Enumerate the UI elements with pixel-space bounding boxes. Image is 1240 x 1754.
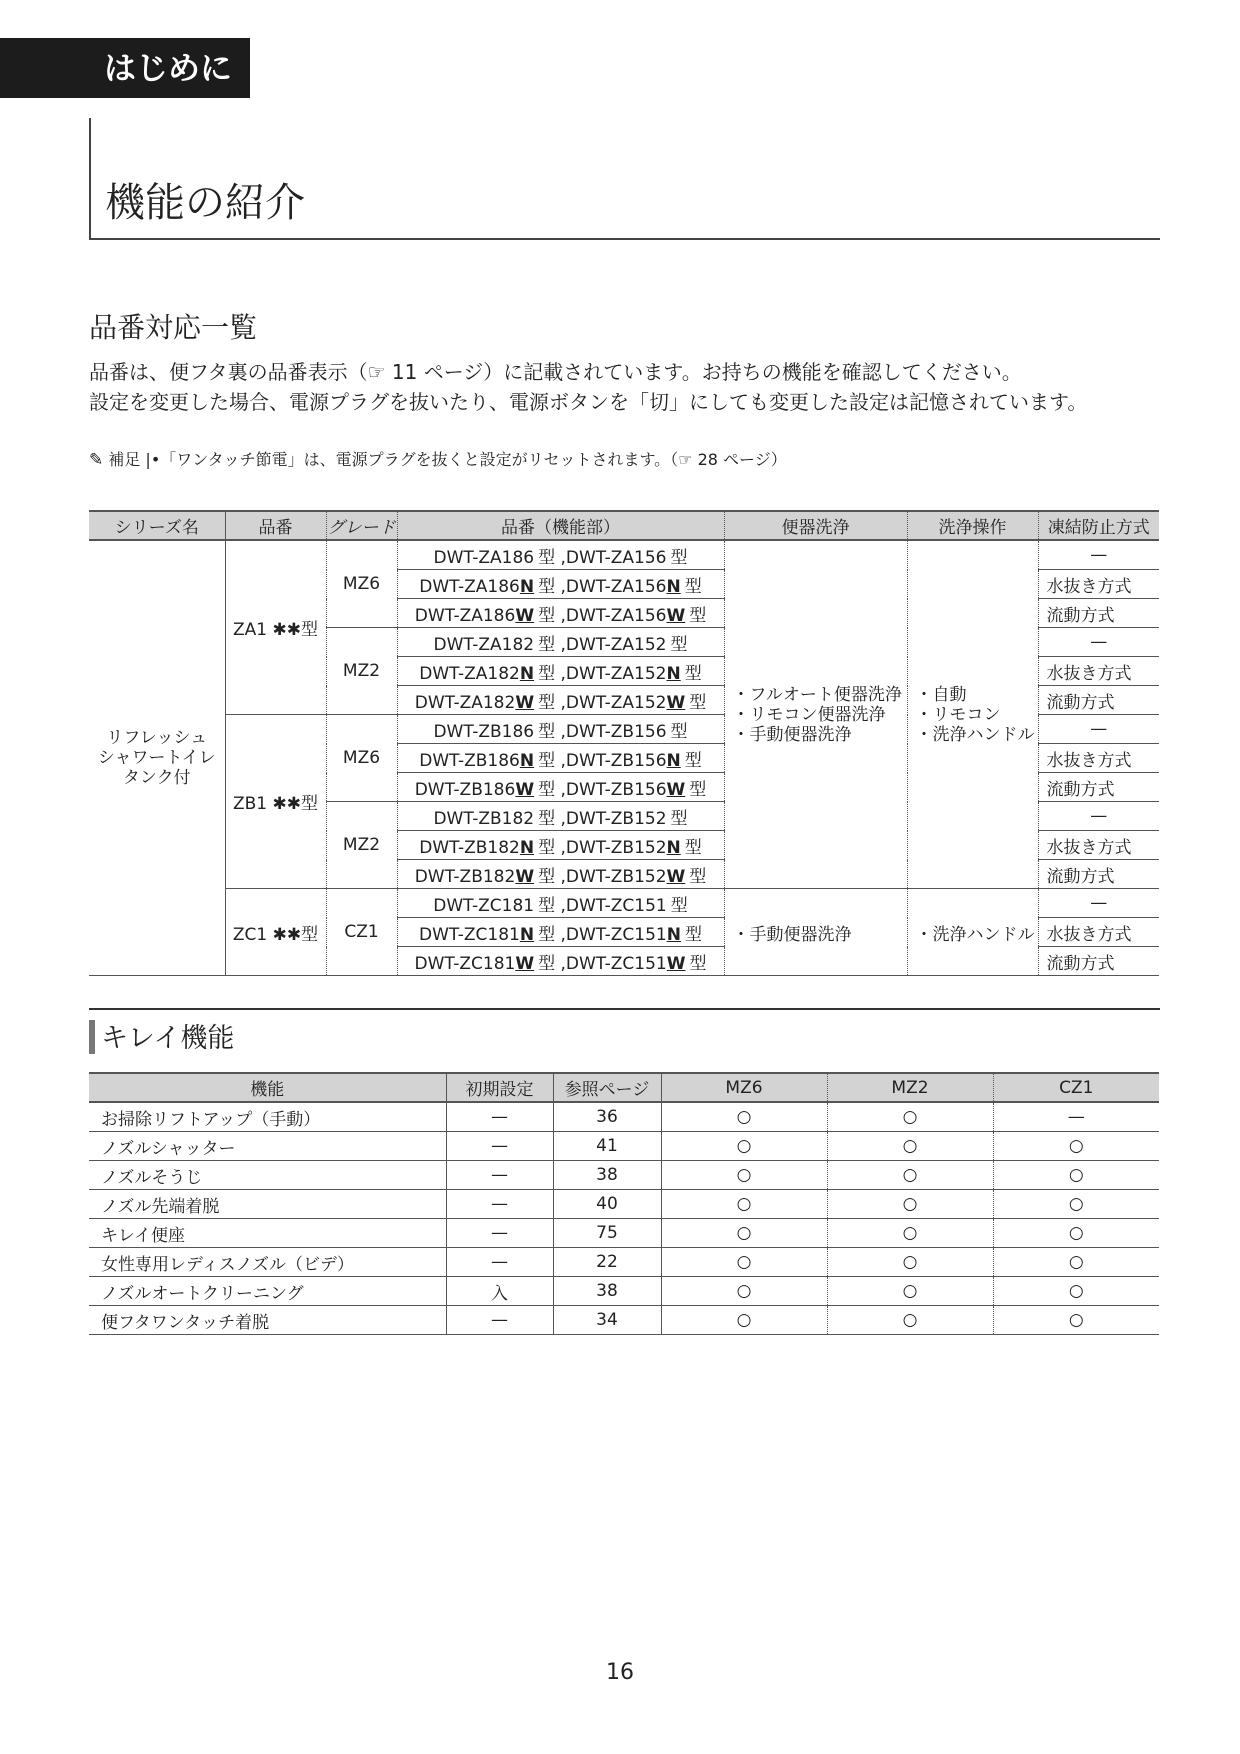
- mz2-cell: ○: [827, 1190, 993, 1219]
- part-number-cell: [397, 686, 724, 715]
- type-suffix: 型: [538, 779, 556, 800]
- intro-line-1: 品番は、便フタ裏の品番表示（☞ 11 ページ）に記載されています。お持ちの機能を確認してください。: [89, 360, 1022, 384]
- default-setting-cell: 入: [446, 1277, 553, 1306]
- part-number: DWT-ZA182: [433, 634, 535, 655]
- part-number-cell: [397, 657, 724, 686]
- mz6-cell: ○: [661, 1132, 827, 1161]
- part-number-cell: [397, 744, 724, 773]
- model-suffix: N: [519, 837, 535, 858]
- mz6-cell: ○: [661, 1277, 827, 1306]
- default-setting-cell: —: [446, 1306, 553, 1335]
- model-suffix: N: [666, 663, 681, 684]
- type-suffix: 型: [670, 808, 688, 829]
- freeze-method-cell: 水抜き方式: [1038, 570, 1159, 599]
- supplement-note: [89, 447, 787, 470]
- mz6-cell: ○: [661, 1102, 827, 1132]
- mz6-cell: ○: [661, 1306, 827, 1335]
- section-heading-clean: [89, 1008, 1160, 1054]
- model-suffix: N: [519, 576, 535, 597]
- freeze-method-cell: 流動方式: [1038, 947, 1159, 976]
- part-number: DWT-ZC151: [565, 895, 667, 916]
- part-number-cell: [397, 918, 724, 947]
- cz1-cell: ○: [993, 1161, 1159, 1190]
- part-number: DWT-ZA182: [419, 663, 520, 684]
- freeze-method-cell: 流動方式: [1038, 860, 1159, 889]
- part-number: DWT-ZB182: [433, 808, 535, 829]
- model-suffix: W: [515, 692, 535, 713]
- model-table-header: [89, 511, 1159, 540]
- cz1-cell: ○: [993, 1190, 1159, 1219]
- separator: ,: [555, 692, 566, 713]
- separator: ,: [555, 779, 566, 800]
- page-number: 16: [606, 1660, 634, 1685]
- part-number-cell: [397, 831, 724, 860]
- type-suffix: 型: [684, 750, 702, 771]
- part-number: DWT-ZA186: [419, 576, 520, 597]
- feature-row: [89, 1161, 1159, 1190]
- header-cell: MZ2: [827, 1073, 993, 1102]
- flush-method-cell: ・フルオート便器洗浄 ・リモコン便器洗浄 ・手動便器洗浄: [724, 540, 907, 889]
- freeze-method-cell: 水抜き方式: [1038, 831, 1159, 860]
- part-number-cell: [397, 802, 724, 831]
- type-suffix: 型: [689, 605, 707, 626]
- flush-operation-cell: ・洗浄ハンドル: [907, 889, 1038, 976]
- model-suffix: N: [666, 750, 681, 771]
- default-setting-cell: —: [446, 1102, 553, 1132]
- part-number-cell: [397, 570, 724, 599]
- model-suffix: W: [515, 779, 535, 800]
- mz2-cell: ○: [827, 1161, 993, 1190]
- model-suffix: N: [666, 576, 681, 597]
- type-suffix: 型: [684, 576, 702, 597]
- part-number: DWT-ZA156: [565, 605, 667, 626]
- feature-name-cell: ノズル先端着脱: [89, 1190, 446, 1219]
- mz6-cell: ○: [661, 1219, 827, 1248]
- part-number: DWT-ZB152: [565, 837, 667, 858]
- ref-page-cell: 36: [553, 1102, 661, 1132]
- header-cell: 洗浄操作: [907, 511, 1038, 540]
- part-number-cell: [397, 599, 724, 628]
- freeze-method-cell: 水抜き方式: [1038, 744, 1159, 773]
- header-cell: シリーズ名: [89, 511, 225, 540]
- header-cell: 便器洗浄: [724, 511, 907, 540]
- model-cell: ZB1 ✱✱型: [225, 715, 326, 889]
- grade-cell: MZ6: [326, 715, 397, 802]
- type-suffix: 型: [538, 808, 556, 829]
- feature-row: [89, 1219, 1159, 1248]
- feature-name-cell: 女性専用レディスノズル（ビデ）: [89, 1248, 446, 1277]
- part-number-cell: [397, 540, 724, 570]
- feature-name-cell: キレイ便座: [89, 1219, 446, 1248]
- type-suffix: 型: [538, 750, 556, 771]
- grade-cell: MZ6: [326, 540, 397, 628]
- model-suffix: N: [519, 924, 535, 945]
- cz1-cell: —: [993, 1102, 1159, 1132]
- type-suffix: 型: [538, 547, 556, 568]
- grade-cell: MZ2: [326, 802, 397, 889]
- part-number-cell: [397, 860, 724, 889]
- part-number: DWT-ZB186: [414, 779, 516, 800]
- freeze-method-cell: 水抜き方式: [1038, 918, 1159, 947]
- model-suffix: N: [519, 663, 535, 684]
- model-suffix: W: [666, 605, 686, 626]
- mz2-cell: ○: [827, 1102, 993, 1132]
- pencil-icon: ✎: [89, 450, 104, 470]
- separator: ,: [555, 634, 566, 655]
- header-cell: 参照ページ: [553, 1073, 661, 1102]
- separator: ,: [555, 953, 566, 974]
- part-number: DWT-ZA156: [565, 576, 667, 597]
- type-suffix: 型: [689, 953, 707, 974]
- part-number: DWT-ZA186: [433, 547, 535, 568]
- separator: ,: [555, 576, 566, 597]
- type-suffix: 型: [538, 895, 556, 916]
- type-suffix: 型: [538, 692, 556, 713]
- part-number: DWT-ZA182: [414, 692, 516, 713]
- header-cell: 品番: [225, 511, 326, 540]
- type-suffix: 型: [670, 547, 688, 568]
- part-number: DWT-ZB152: [565, 808, 667, 829]
- feature-name-cell: ノズルそうじ: [89, 1161, 446, 1190]
- feature-table-body: [89, 1102, 1159, 1335]
- separator: ,: [555, 547, 566, 568]
- header-cell: 機能: [89, 1073, 446, 1102]
- separator: ,: [555, 721, 566, 742]
- default-setting-cell: —: [446, 1190, 553, 1219]
- part-number: DWT-ZB152: [565, 866, 667, 887]
- part-number: DWT-ZA186: [414, 605, 516, 626]
- part-number: DWT-ZC151: [565, 924, 667, 945]
- model-table: [89, 510, 1159, 976]
- heading-bar: [89, 1020, 95, 1054]
- ref-page-cell: 75: [553, 1219, 661, 1248]
- feature-name-cell: ノズルオートクリーニング: [89, 1277, 446, 1306]
- part-number: DWT-ZB186: [419, 750, 520, 771]
- default-setting-cell: —: [446, 1161, 553, 1190]
- type-suffix: 型: [684, 837, 702, 858]
- note-text: 補足 |•「ワンタッチ節電」は、電源プラグを抜くと設定がリセットされます。（☞ 28 ページ）: [108, 450, 787, 469]
- separator: ,: [555, 750, 566, 771]
- part-number: DWT-ZC181: [419, 924, 520, 945]
- mz2-cell: ○: [827, 1219, 993, 1248]
- feature-row: [89, 1102, 1159, 1132]
- cz1-cell: ○: [993, 1277, 1159, 1306]
- flush-operation-cell: ・自動 ・リモコン ・洗浄ハンドル: [907, 540, 1038, 889]
- model-cell: ZA1 ✱✱型: [225, 540, 326, 715]
- type-suffix: 型: [684, 924, 702, 945]
- freeze-method-cell: 流動方式: [1038, 773, 1159, 802]
- default-setting-cell: —: [446, 1248, 553, 1277]
- feature-name-cell: お掃除リフトアップ（手動）: [89, 1102, 446, 1132]
- separator: ,: [555, 663, 566, 684]
- header-cell: 品番（機能部）: [397, 511, 724, 540]
- part-number: DWT-ZB186: [433, 721, 535, 742]
- type-suffix: 型: [538, 924, 556, 945]
- feature-name-cell: 便フタワンタッチ着脱: [89, 1306, 446, 1335]
- cz1-cell: ○: [993, 1132, 1159, 1161]
- type-suffix: 型: [538, 953, 556, 974]
- freeze-method-cell: —: [1038, 540, 1159, 570]
- type-suffix: 型: [538, 576, 556, 597]
- type-suffix: 型: [670, 721, 688, 742]
- separator: ,: [555, 895, 566, 916]
- part-number-cell: [397, 947, 724, 976]
- freeze-method-cell: 流動方式: [1038, 686, 1159, 715]
- feature-row: [89, 1277, 1159, 1306]
- mz2-cell: ○: [827, 1306, 993, 1335]
- section-tag: はじめに: [0, 38, 250, 98]
- intro-text: [89, 357, 1169, 417]
- mz6-cell: ○: [661, 1190, 827, 1219]
- model-suffix: W: [515, 605, 535, 626]
- header-cell: 初期設定: [446, 1073, 553, 1102]
- mz6-cell: ○: [661, 1161, 827, 1190]
- type-suffix: 型: [538, 605, 556, 626]
- grade-cell: MZ2: [326, 628, 397, 715]
- title-block: [89, 118, 1160, 240]
- feature-table-header: [89, 1073, 1159, 1102]
- model-suffix: W: [515, 953, 535, 974]
- part-number: DWT-ZB156: [565, 721, 667, 742]
- part-number: DWT-ZC181: [433, 895, 535, 916]
- separator: ,: [555, 605, 566, 626]
- flush-method-cell: ・手動便器洗浄: [724, 889, 907, 976]
- cz1-cell: ○: [993, 1248, 1159, 1277]
- type-suffix: 型: [684, 663, 702, 684]
- model-row: [89, 889, 1159, 918]
- page-title: 機能の紹介: [105, 180, 305, 226]
- type-suffix: 型: [538, 721, 556, 742]
- part-number: DWT-ZA152: [565, 663, 667, 684]
- part-number: DWT-ZA152: [565, 634, 667, 655]
- ref-page-cell: 38: [553, 1161, 661, 1190]
- freeze-method-cell: 流動方式: [1038, 599, 1159, 628]
- separator: ,: [555, 866, 566, 887]
- feature-name-cell: ノズルシャッター: [89, 1132, 446, 1161]
- type-suffix: 型: [538, 634, 556, 655]
- section-heading-models: 品番対応一覧: [89, 311, 258, 344]
- mz2-cell: ○: [827, 1248, 993, 1277]
- model-suffix: W: [666, 953, 686, 974]
- header-cell: 凍結防止方式: [1038, 511, 1159, 540]
- type-suffix: 型: [689, 866, 707, 887]
- model-suffix: N: [519, 750, 535, 771]
- separator: ,: [555, 924, 566, 945]
- part-number: DWT-ZA156: [565, 547, 667, 568]
- type-suffix: 型: [670, 634, 688, 655]
- separator: ,: [555, 837, 566, 858]
- part-number-cell: [397, 773, 724, 802]
- header-cell: グレード: [326, 511, 397, 540]
- part-number: DWT-ZB156: [565, 779, 667, 800]
- feature-row: [89, 1132, 1159, 1161]
- model-row: [89, 540, 1159, 570]
- part-number: DWT-ZC151: [565, 953, 667, 974]
- model-suffix: W: [515, 866, 535, 887]
- feature-table: [89, 1072, 1159, 1335]
- type-suffix: 型: [689, 692, 707, 713]
- freeze-method-cell: —: [1038, 715, 1159, 744]
- type-suffix: 型: [538, 837, 556, 858]
- model-suffix: W: [666, 692, 686, 713]
- freeze-method-cell: 水抜き方式: [1038, 657, 1159, 686]
- cz1-cell: ○: [993, 1219, 1159, 1248]
- part-number: DWT-ZC181: [414, 953, 516, 974]
- feature-row: [89, 1248, 1159, 1277]
- cz1-cell: ○: [993, 1306, 1159, 1335]
- header-cell: MZ6: [661, 1073, 827, 1102]
- part-number-cell: [397, 889, 724, 918]
- ref-page-cell: 41: [553, 1132, 661, 1161]
- model-suffix: N: [666, 837, 681, 858]
- freeze-method-cell: —: [1038, 628, 1159, 657]
- type-suffix: 型: [689, 779, 707, 800]
- part-number: DWT-ZB182: [414, 866, 516, 887]
- mz6-cell: ○: [661, 1248, 827, 1277]
- model-suffix: W: [666, 779, 686, 800]
- separator: ,: [555, 808, 566, 829]
- intro-line-2: 設定を変更した場合、電源プラグを抜いたり、電源ボタンを「切」にしても変更した設定は記憶されています。: [89, 390, 1088, 414]
- freeze-method-cell: —: [1038, 802, 1159, 831]
- grade-cell: CZ1: [326, 889, 397, 976]
- ref-page-cell: 22: [553, 1248, 661, 1277]
- mz2-cell: ○: [827, 1277, 993, 1306]
- type-suffix: 型: [538, 663, 556, 684]
- ref-page-cell: 40: [553, 1190, 661, 1219]
- mz2-cell: ○: [827, 1132, 993, 1161]
- type-suffix: 型: [538, 866, 556, 887]
- header-cell: CZ1: [993, 1073, 1159, 1102]
- model-suffix: N: [666, 924, 681, 945]
- default-setting-cell: —: [446, 1219, 553, 1248]
- default-setting-cell: —: [446, 1132, 553, 1161]
- ref-page-cell: 38: [553, 1277, 661, 1306]
- series-name-cell: リフレッシュ シャワートイレ タンク付: [89, 540, 225, 976]
- ref-page-cell: 34: [553, 1306, 661, 1335]
- part-number-cell: [397, 715, 724, 744]
- type-suffix: 型: [670, 895, 688, 916]
- freeze-method-cell: —: [1038, 889, 1159, 918]
- section-heading-clean-text: キレイ機能: [101, 1023, 235, 1054]
- part-number: DWT-ZB182: [419, 837, 520, 858]
- part-number-cell: [397, 628, 724, 657]
- model-suffix: W: [666, 866, 686, 887]
- part-number: DWT-ZB156: [565, 750, 667, 771]
- model-cell: ZC1 ✱✱型: [225, 889, 326, 976]
- part-number: DWT-ZA152: [565, 692, 667, 713]
- model-table-body: [89, 540, 1159, 976]
- feature-row: [89, 1306, 1159, 1335]
- feature-row: [89, 1190, 1159, 1219]
